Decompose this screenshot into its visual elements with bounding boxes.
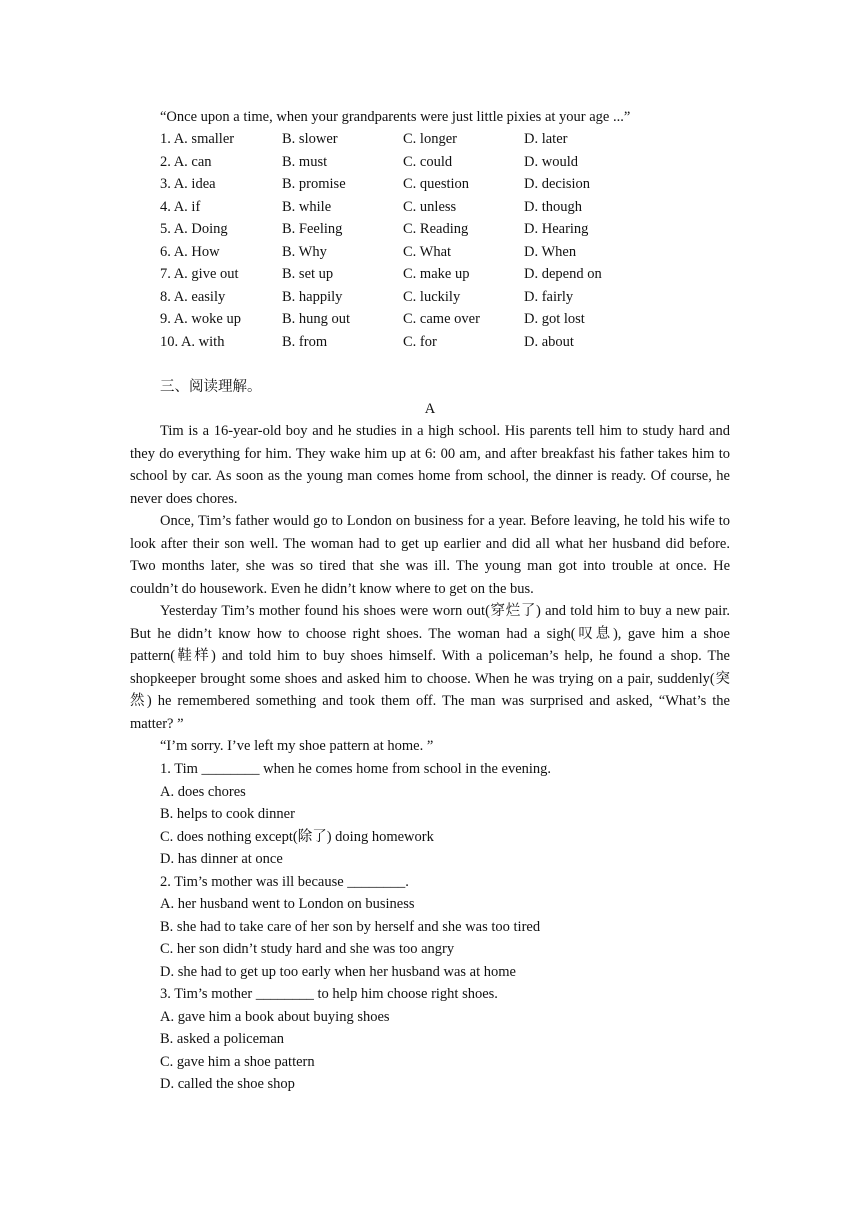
cloze-intro: “Once upon a time, when your grandparents were just little pixies at your age ...” xyxy=(160,109,631,125)
option-b: B. promise xyxy=(282,176,346,192)
option-a: 10. A. with xyxy=(160,333,225,350)
option-d: D. When xyxy=(524,243,577,260)
option-d: D. though xyxy=(524,198,582,215)
question-option: B. she had to take care of her son by herself and she was too tired xyxy=(160,918,541,935)
option-b: B. from xyxy=(282,333,328,350)
question-option: C. gave him a shoe pattern xyxy=(160,1053,315,1070)
option-a: 9. A. woke up xyxy=(160,311,241,327)
option-b: B. while xyxy=(282,198,332,215)
question-option: A. gave him a book about buying shoes xyxy=(160,1008,390,1025)
option-c: C. longer xyxy=(403,131,457,147)
passage-paragraph: Yesterday Tim’s mother found his shoes were worn out(穿烂了) and told him to buy a new pair. But he didn’t know how to choose right shoes. The woman had a sigh(叹息), gave him a shoe pattern(鞋样) and told him to buy shoes himself. With a policeman’s help, he found a shop. The shopkeeper brought some shoes and asked him to choose. When he was trying on a pair, suddenly(突然) he remembered something and took them off. The man was surprised and asked, “What’s the matter? ” xyxy=(130,603,730,732)
question-option: B. asked a policeman xyxy=(160,1031,285,1047)
option-d: D. depend on xyxy=(524,266,602,282)
option-a: 6. A. How xyxy=(160,243,220,260)
option-c: C. unless xyxy=(403,198,457,215)
option-c: C. question xyxy=(403,176,470,192)
question-option: D. has dinner at once xyxy=(160,851,283,867)
option-d: D. decision xyxy=(524,176,591,192)
option-b: B. must xyxy=(282,153,328,170)
passage-paragraph: Tim is a 16-year-old boy and he studies in a high school. His parents tell him to study hard and they do everything for him. They wake him up at 6: 00 am, and after breakfast his father takes him to school by car. As soon as the young man comes home from school, the dinner is ready. Of course, he never does chores. xyxy=(130,423,730,507)
option-d: D. Hearing xyxy=(524,221,589,237)
question-stem: 2. Tim’s mother was ill because ________. xyxy=(160,873,409,890)
question-option: C. her son didn’t study hard and she was too angry xyxy=(160,941,455,957)
passage-paragraph: Once, Tim’s father would go to London on business for a year. Before leaving, he told his wife to look after their son well. The woman had to get up earlier and did all what her husband did before. Two months later, she was so tired that she was ill. The young man got into trouble at once. He couldn’t do housework. Even he didn’t know where to get on the bus. xyxy=(130,513,730,597)
question-option: D. she had to get up too early when her husband was at home xyxy=(160,963,516,980)
option-b: B. set up xyxy=(282,266,334,282)
option-c: C. luckily xyxy=(403,288,461,305)
option-a: 3. A. idea xyxy=(160,176,216,192)
option-d: D. got lost xyxy=(524,311,585,327)
option-c: C. make up xyxy=(403,266,470,282)
option-a: 7. A. give out xyxy=(160,266,239,282)
option-c: C. came over xyxy=(403,311,480,327)
option-c: C. could xyxy=(403,153,453,170)
option-c: C. What xyxy=(403,243,452,260)
passage-label: A xyxy=(424,401,436,417)
section-title: 三、阅读理解。 xyxy=(160,379,262,395)
option-d: D. fairly xyxy=(524,288,574,305)
option-b: B. happily xyxy=(282,288,343,305)
option-c: C. for xyxy=(403,333,437,350)
passage-quote: “I’m sorry. I’ve left my shoe pattern at home. ” xyxy=(160,738,434,754)
option-d: D. about xyxy=(524,333,574,350)
question-option: B. helps to cook dinner xyxy=(160,806,295,822)
option-a: 5. A. Doing xyxy=(160,221,228,237)
question-stem: 1. Tim ________ when he comes home from school in the evening. xyxy=(160,761,552,777)
option-b: B. Feeling xyxy=(282,221,343,237)
option-d: D. would xyxy=(524,153,578,170)
option-b: B. slower xyxy=(282,131,338,147)
question-option: A. does chores xyxy=(160,783,246,800)
option-c: C. Reading xyxy=(403,221,469,237)
option-a: 2. A. can xyxy=(160,153,212,170)
question-option: C. does nothing except(除了) doing homework xyxy=(160,828,434,845)
question-option: D. called the shoe shop xyxy=(160,1076,295,1092)
option-a: 4. A. if xyxy=(160,198,201,215)
option-b: B. hung out xyxy=(282,311,351,327)
question-stem: 3. Tim’s mother ________ to help him choose right shoes. xyxy=(160,986,498,1002)
option-a: 1. A. smaller xyxy=(160,131,235,147)
option-b: B. Why xyxy=(282,243,327,260)
option-a: 8. A. easily xyxy=(160,288,226,305)
option-d: D. later xyxy=(524,131,568,147)
question-option: A. her husband went to London on business xyxy=(160,896,415,912)
